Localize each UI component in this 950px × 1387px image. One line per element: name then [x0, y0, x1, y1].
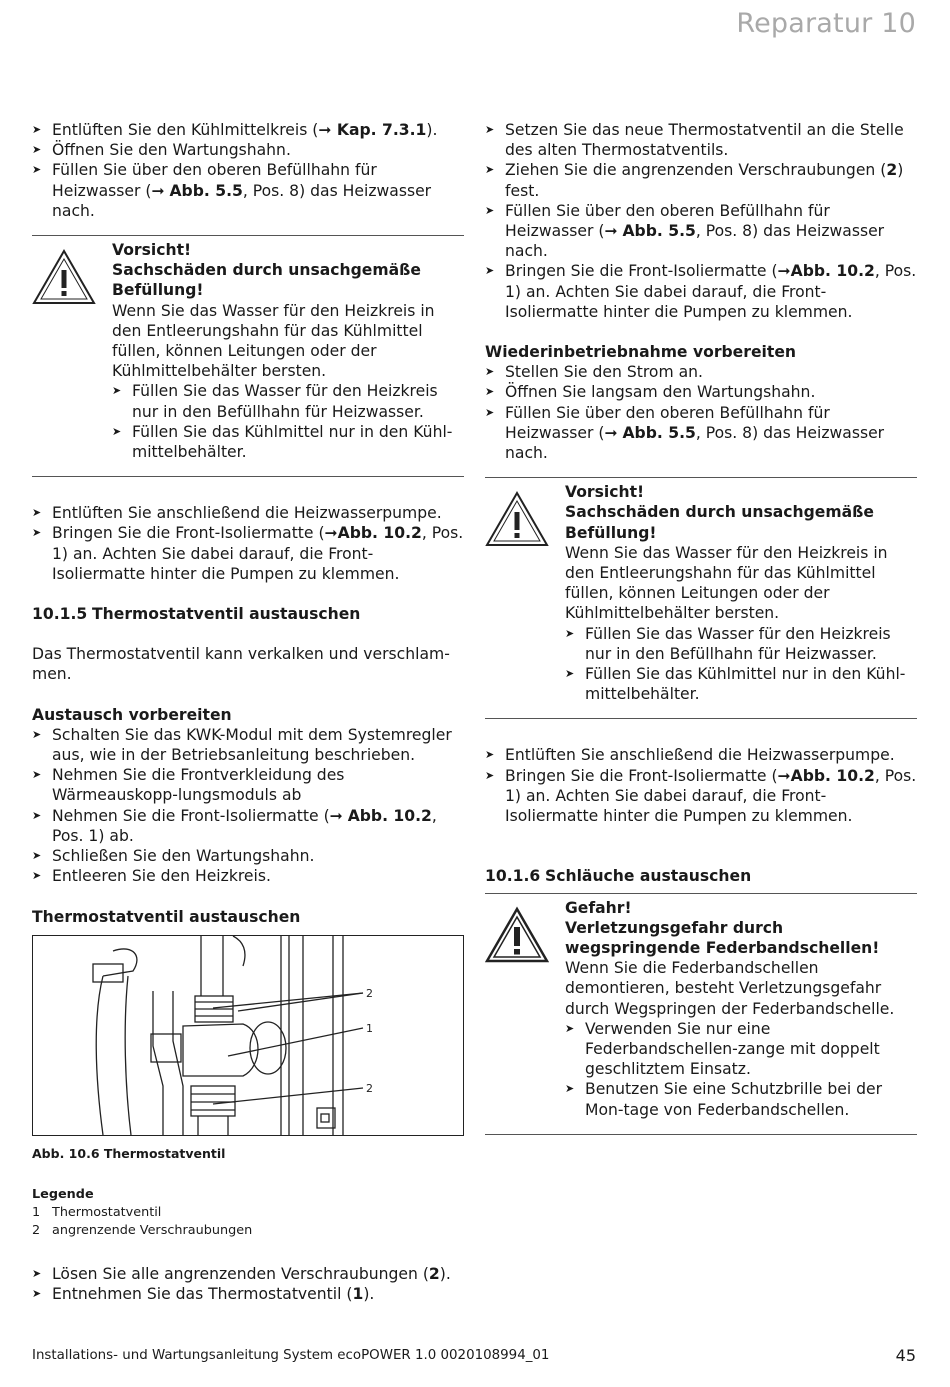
danger-box: [485, 893, 917, 1135]
step-item: ➤ Entlüften Sie anschließend die Heizwasserpumpe.: [32, 503, 464, 523]
left-column: [32, 120, 464, 1304]
subheading: Thermostatventil austauschen: [32, 907, 301, 926]
figure-label: 1: [366, 1021, 373, 1035]
step-item: ➤ Setzen Sie das neue Thermostatventil an die Stelle des alten Thermostatventils.: [485, 120, 917, 160]
section-heading: 10.1.5 Thermostatventil austauschen: [32, 605, 361, 624]
danger-text: Wenn Sie die Federbandschellen demontieren, besteht Verletzungsgefahr durch Wegspringen der Federbandschelle.: [565, 959, 895, 1018]
section-heading: 10.1.6 Schläuche austauschen: [485, 867, 752, 886]
step-item: ➤ Füllen Sie über den oberen Befüllhahn für Heizwasser (➞ Abb. 5.5, Pos. 8) das Heizwasser nach.: [485, 403, 917, 464]
page-number: 45: [895, 1346, 916, 1365]
step-item: ➤ Füllen Sie über den oberen Befüllhahn für Heizwasser (➞ Abb. 5.5, Pos. 8) das Heizwasser nach.: [485, 201, 917, 262]
step-item: ➤ Entlüften Sie anschließend die Heizwasserpumpe.: [485, 745, 917, 765]
step-item: ➤ Entnehmen Sie das Thermostatventil (1).: [32, 1284, 464, 1304]
document-footer: Installations- und Wartungsanleitung System ecoPOWER 1.0 0020108994_01: [32, 1348, 550, 1363]
right-column: [485, 120, 917, 1135]
caution-text: Wenn Sie das Wasser für den Heizkreis in den Entleerungshahn für das Kühlmittel füllen, können Leitungen oder der Kühlmittelbehälter bersten.: [565, 543, 888, 623]
subheading: Austausch vorbereiten: [32, 705, 232, 724]
caution-step: ➤ Füllen Sie das Wasser für den Heizkreis nur in den Befüllhahn für Heizwasser.: [112, 381, 464, 421]
legend-title: Legende: [32, 1186, 94, 1202]
caution-box: [32, 235, 464, 477]
step-item: ➤ Stellen Sie den Strom an.: [485, 362, 917, 382]
step-item: ➤ Entleeren Sie den Heizkreis.: [32, 866, 464, 886]
legend-item: 2 angrenzende Verschraubungen: [32, 1222, 253, 1238]
caution-step: ➤ Füllen Sie das Wasser für den Heizkreis nur in den Befüllhahn für Heizwasser.: [565, 624, 917, 664]
step-item: ➤ Bringen Sie die Front-Isoliermatte (➞Abb. 10.2, Pos. 1) an. Achten Sie dabei darauf, die Front-Isoliermatte hinter die Pumpen zu klemmen.: [32, 523, 464, 584]
figure-label: 2: [366, 986, 373, 1000]
figure-label: 2: [366, 1081, 373, 1095]
figure-legend: [32, 1186, 464, 1240]
caution-subtitle: Sachschäden durch unsachgemäße Befüllung!: [112, 261, 421, 300]
chapter-header: Reparatur 10: [736, 8, 916, 39]
step-item: ➤ Öffnen Sie den Wartungshahn.: [32, 140, 464, 160]
step-item: ➤ Entlüften Sie den Kühlmittelkreis (➞ Kap. 7.3.1).: [32, 120, 464, 140]
thermostat-valve-figure: [32, 935, 464, 1136]
steps-list: [32, 120, 464, 221]
figure-caption: Abb. 10.6 Thermostatventil: [32, 1145, 226, 1161]
steps-list: [32, 1264, 464, 1304]
step-item: ➤ Füllen Sie über den oberen Befüllhahn für Heizwasser (➞ Abb. 5.5, Pos. 8) das Heizwasser nach.: [32, 160, 464, 221]
steps-list: [485, 362, 917, 463]
warning-triangle-icon: [32, 248, 96, 306]
subheading: Wiederinbetriebnahme vorbereiten: [485, 343, 796, 362]
steps-list: [485, 120, 917, 322]
caution-step: ➤ Füllen Sie das Kühlmittel nur in den Kühl-mittelbehälter.: [112, 422, 464, 462]
step-item: ➤ Öffnen Sie langsam den Wartungshahn.: [485, 382, 917, 402]
danger-triangle-icon: [485, 906, 549, 964]
caution-step: ➤ Füllen Sie das Kühlmittel nur in den Kühl-mittelbehälter.: [565, 664, 917, 704]
step-item: ➤ Schalten Sie das KWK-Modul mit dem Systemregler aus, wie in der Betriebsanleitung beschrieben.: [32, 725, 464, 765]
caution-title: Vorsicht!: [112, 241, 192, 260]
danger-title: Gefahr!: [565, 898, 632, 917]
danger-subtitle: Verletzungsgefahr durch wegspringende Federbandschellen!: [565, 918, 880, 957]
step-item: ➤ Schließen Sie den Wartungshahn.: [32, 846, 464, 866]
steps-list: [32, 503, 464, 584]
step-item: ➤ Bringen Sie die Front-Isoliermatte (➞Abb. 10.2, Pos. 1) an. Achten Sie dabei darauf, die Front-Isoliermatte hinter die Pumpen zu klemmen.: [485, 766, 917, 827]
caution-text: Wenn Sie das Wasser für den Heizkreis in den Entleerungshahn für das Kühlmittel füllen, können Leitungen oder der Kühlmittelbehälter bersten.: [112, 301, 435, 381]
caution-title: Vorsicht!: [565, 483, 645, 502]
section-intro: Das Thermostatventil kann verkalken und verschlam-men.: [32, 645, 450, 684]
step-item: ➤ Lösen Sie alle angrenzenden Verschraubungen (2).: [32, 1264, 464, 1284]
steps-list: [32, 725, 464, 887]
step-item: ➤ Ziehen Sie die angrenzenden Verschraubungen (2) fest.: [485, 160, 917, 200]
step-item: ➤ Nehmen Sie die Frontverkleidung des Wärmeauskopp-lungsmoduls ab: [32, 765, 464, 805]
legend-item: 1 Thermostatventil: [32, 1204, 162, 1220]
step-item: ➤ Nehmen Sie die Front-Isoliermatte (➞ Abb. 10.2, Pos. 1) ab.: [32, 806, 464, 846]
danger-step: ➤ Benutzen Sie eine Schutzbrille bei der Mon-tage von Federbandschellen.: [565, 1079, 917, 1119]
caution-subtitle: Sachschäden durch unsachgemäße Befüllung!: [565, 503, 874, 542]
caution-box: [485, 477, 917, 719]
steps-list: [485, 745, 917, 826]
thermostat-valve-illustration: [33, 936, 464, 1135]
step-item: ➤ Bringen Sie die Front-Isoliermatte (➞Abb. 10.2, Pos. 1) an. Achten Sie dabei darauf, die Front-Isoliermatte hinter die Pumpen zu klemmen.: [485, 261, 917, 322]
warning-triangle-icon: [485, 490, 549, 548]
danger-step: ➤ Verwenden Sie nur eine Federbandschellen-zange mit doppelt geschlitztem Einsatz.: [565, 1019, 917, 1080]
